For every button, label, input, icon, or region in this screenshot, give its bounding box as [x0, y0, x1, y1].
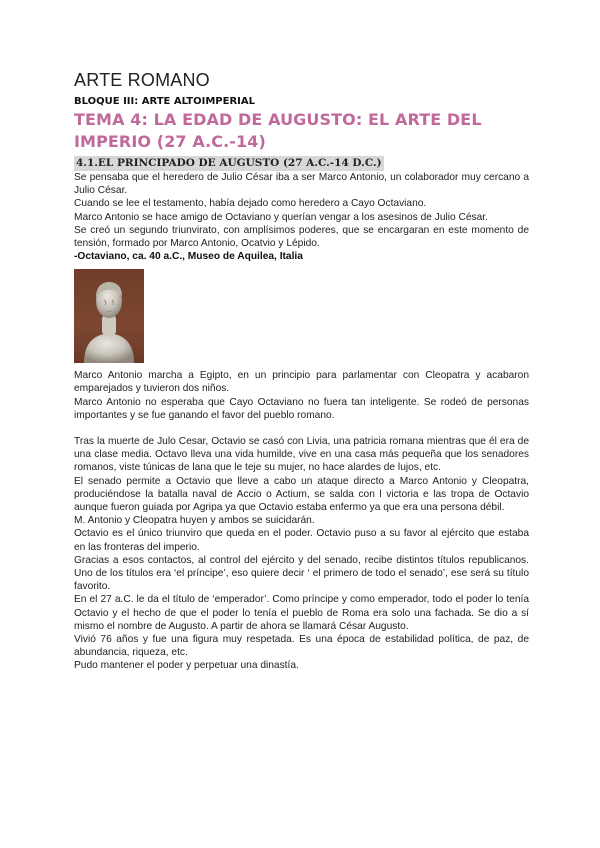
bust-of-octavian-image [74, 269, 144, 363]
paragraph: El senado permite a Octavio que lleve a cabo un ataque directo a Marco Antonio y Cleopatra, produciéndose la batalla naval de Accio o Actium, se salda con l victoria e las tropa de Octavio aunque fueron guiada por Agripa ya que Octavio estaba enfermo ya que era una persona débil. [74, 475, 529, 514]
document-content [74, 70, 529, 673]
paragraph: Tras la muerte de Julo Cesar, Octavio se casó con Livia, una patricia romana mientras que él era de una clase media. Octavo lleva una vida humilde, vive en una casa más pequeña que los senadores romanos, viste túnicas de lana que le teje su mujer, no hace alardes de lujos, etc. [74, 436, 529, 474]
paragraph: Se pensaba que el heredero de Julio César iba a ser Marco Antonio, un colaborador muy cercano a Julio César. [74, 172, 529, 197]
paragraph: Marco Antonio se hace amigo de Octaviano y querían vengar a los asesinos de Julio César. [74, 211, 488, 223]
bust-illustration [74, 269, 144, 363]
paragraph: Octavio es el único triunviro que queda en el poder. Octavio puso a su favor al ejército que estaba en las fronteras del imperio. [74, 528, 529, 553]
topic-title: TEMA 4: LA EDAD DE AUGUSTO: EL ARTE DEL IMPERIO (27 A.C.-14) [74, 110, 482, 151]
paragraph: Cuando se lee el testamento, había dejado como heredero a Cayo Octaviano. [74, 198, 427, 210]
paragraph: Marco Antonio no esperaba que Cayo Octaviano no fuera tan inteligente. Se rodeó de personas importantes y se fue ganando el favor del pueblo romano. [74, 396, 529, 421]
section-title: 4.1.EL PRINCIPADO DE AUGUSTO (27 A.C.-14 D.C.) [76, 157, 382, 169]
block-title: BLOQUE III: ARTE ALTOIMPERIAL [74, 96, 255, 107]
paragraph: Se creó un segundo triunvirato, con amplísimos poderes, que se encargaran en este momento de tensión, formado por Marco Antonio, Ocatvio y Lépido. [74, 224, 529, 250]
course-title: ARTE ROMANO [74, 70, 210, 90]
figure-caption: -Octaviano, ca. 40 a.C., Museo de Aquilea, Italia [74, 251, 303, 263]
paragraph: En el 27 a.C. le da el título de ‘emperador’. Como príncipe y como emperador, todo el poder lo tenía Octavio y el hecho de que el poder lo tenía el pueblo de Roma era solo una fachada. Se dio a sí mismo el nombre de Augusto. A partir de ahora se llamará César Augusto. [74, 594, 529, 632]
paragraph-spacer [74, 422, 529, 435]
paragraph: Vivió 76 años y fue una figura muy respetada. Es una época de estabilidad política, de paz, de abundancia, riqueza, etc. [74, 634, 529, 659]
paragraph: Gracias a esos contactos, al control del ejército y del senado, recibe distintos títulos republicanos. Uno de los títulos era ‘el príncipe’, eso quiere decir ‘ el primero de todo el senado’, ese será su título favorito. [74, 554, 529, 593]
paragraph: M. Antonio y Cleopatra huyen y ambos se suicidarán. [74, 515, 315, 527]
paragraph: Marco Antonio marcha a Egipto, en un principio para parlamentar con Cleopatra y acabaron emparejados y tuvieron dos niños. [74, 370, 529, 395]
paragraph: Pudo mantener el poder y perpetuar una dinastía. [74, 660, 299, 672]
